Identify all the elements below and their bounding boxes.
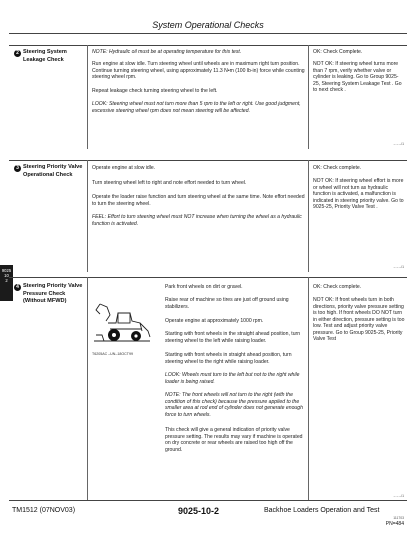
instruction-text: Operate the loader raise function and turn steering wheel at the same time. Note effort needed to turn the steering wheel. xyxy=(92,194,305,207)
instruction-text: Operate engine at approximately 1000 rpm. xyxy=(165,318,264,324)
reference-code: – – –/1 xyxy=(393,265,404,269)
step-number: 2 xyxy=(14,50,21,57)
header-divider xyxy=(9,33,407,34)
page-title: System Operational Checks xyxy=(152,20,264,30)
look-text: LOOK: Steering wheel must not turn more than 5 rpm to the left or right. Use good judgment, excessive steering wheel rpm does not mean steering will be affected. xyxy=(92,101,301,114)
section-divider xyxy=(9,500,407,501)
section-tab-line: 2 xyxy=(5,278,8,283)
instruction-text: Operate engine at slow idle. xyxy=(92,165,156,171)
section-divider xyxy=(9,277,407,278)
column-divider xyxy=(308,45,309,149)
manual-title: Backhoe Loaders Operation and Test xyxy=(264,507,380,514)
instruction-text: Starting with front wheels in the straight ahead position, turn steering wheel to the left while raising loader. xyxy=(165,331,301,344)
instruction-text: Repeat leakage check turning steering wheel to the left. xyxy=(92,88,218,94)
result-ok: OK: Check complete. xyxy=(313,165,362,171)
result-ok: OK: Check complete. xyxy=(313,284,362,290)
look-text: LOOK: Wheels must turn to the left but not to the right while loader is being raised. xyxy=(165,372,300,385)
instruction-text: This check will give a general indication of priority valve pressure setting. The results may vary if machine is operated on dry concrete or rear wheels are raised too high off the ground. xyxy=(165,427,303,453)
result-not-ok: NOT OK: If steering wheel turns more than 7 rpm, verify whether valve or cylinder is leaking. Go to Group 9025-25, Steering System Leakage Test . Go to next check . xyxy=(313,61,402,93)
reference-code: – – –/1 xyxy=(393,142,404,146)
step-pressure-check xyxy=(14,283,86,306)
step-priority-valve-check xyxy=(14,164,86,179)
page-number: 9025-10-2 xyxy=(178,506,220,516)
column-divider xyxy=(87,277,88,500)
step-number: 3 xyxy=(14,165,21,172)
step-number: 4 xyxy=(14,284,21,291)
column-divider xyxy=(308,277,309,500)
instruction-text: Raise rear of machine so tires are just off ground using stabilizers. xyxy=(165,297,289,310)
column-divider xyxy=(87,45,88,149)
instruction-text: Turn steering wheel left to right and note effort needed to turn wheel. xyxy=(92,180,247,186)
note-text: NOTE: Hydraulic oil must be at operating temperature for this test. xyxy=(92,49,242,55)
step-title: Steering Priority Valve Pressure Check (Without MFWD) xyxy=(23,283,83,304)
feel-text: FEEL: Effort to turn steering wheel must NOT increase when turning the wheel as a hydraulic function is activated. xyxy=(92,214,302,227)
document-code: TM1512 (07NOV03) xyxy=(12,507,76,514)
column-divider xyxy=(308,160,309,272)
step-leakage-check xyxy=(14,49,86,64)
result-not-ok: NOT OK: If front wheels turn in both directions, priority valve pressure setting is too high. If front wheels DO NOT turn in either direction, pressure setting is too low. Test and adjust priority valve pressure. Go to Group 9025-25, Priority Valve Test xyxy=(313,297,405,342)
result-not-ok: NOT OK: If steering wheel effort is more or wheel will not turn as hydraulic function is activated, a malfunction is indicated in steering priority valve. Go to 9025-25, Priority Valve Test . xyxy=(313,178,404,210)
result-ok: OK: Check Complete. xyxy=(313,49,363,55)
pn-number: PN=484 xyxy=(385,521,404,527)
column-divider xyxy=(87,160,88,272)
backhoe-illustration xyxy=(92,301,152,349)
section-tab xyxy=(0,265,13,301)
step-title: Steering Priority Valve Operational Check xyxy=(23,164,83,178)
section-divider xyxy=(9,160,407,161)
reference-code: – – –/1 xyxy=(393,494,404,498)
instruction-text: Park front wheels on dirt or gravel. xyxy=(165,284,243,290)
illustration-label: T6205AC –UN–18OCT99 xyxy=(92,352,133,356)
instruction-text: Starting with front wheels in straight ahead position, turn steering wheel to the right while raising loader. xyxy=(165,352,292,365)
revision-code: 111703 xyxy=(393,516,404,520)
note-text: NOTE: The front wheels will not turn to the right (with the condition of this check) because the pressure applied to the smaller area at rod end of cylinder does not generate enough force to turn wheels. xyxy=(165,392,303,418)
section-divider xyxy=(9,45,407,46)
instruction-text: Run engine at slow idle. Turn steering wheel until wheels are in maximum right turn position. Continue turning steering wheel, using approximately 11.3 N•m (100 lb-in) force while counting steering wheel rpm. xyxy=(92,61,305,80)
section-tab-line: 9025 xyxy=(1,268,12,273)
section-tab-line: 10 xyxy=(4,273,9,278)
step-title: Steering System Leakage Check xyxy=(23,49,67,63)
